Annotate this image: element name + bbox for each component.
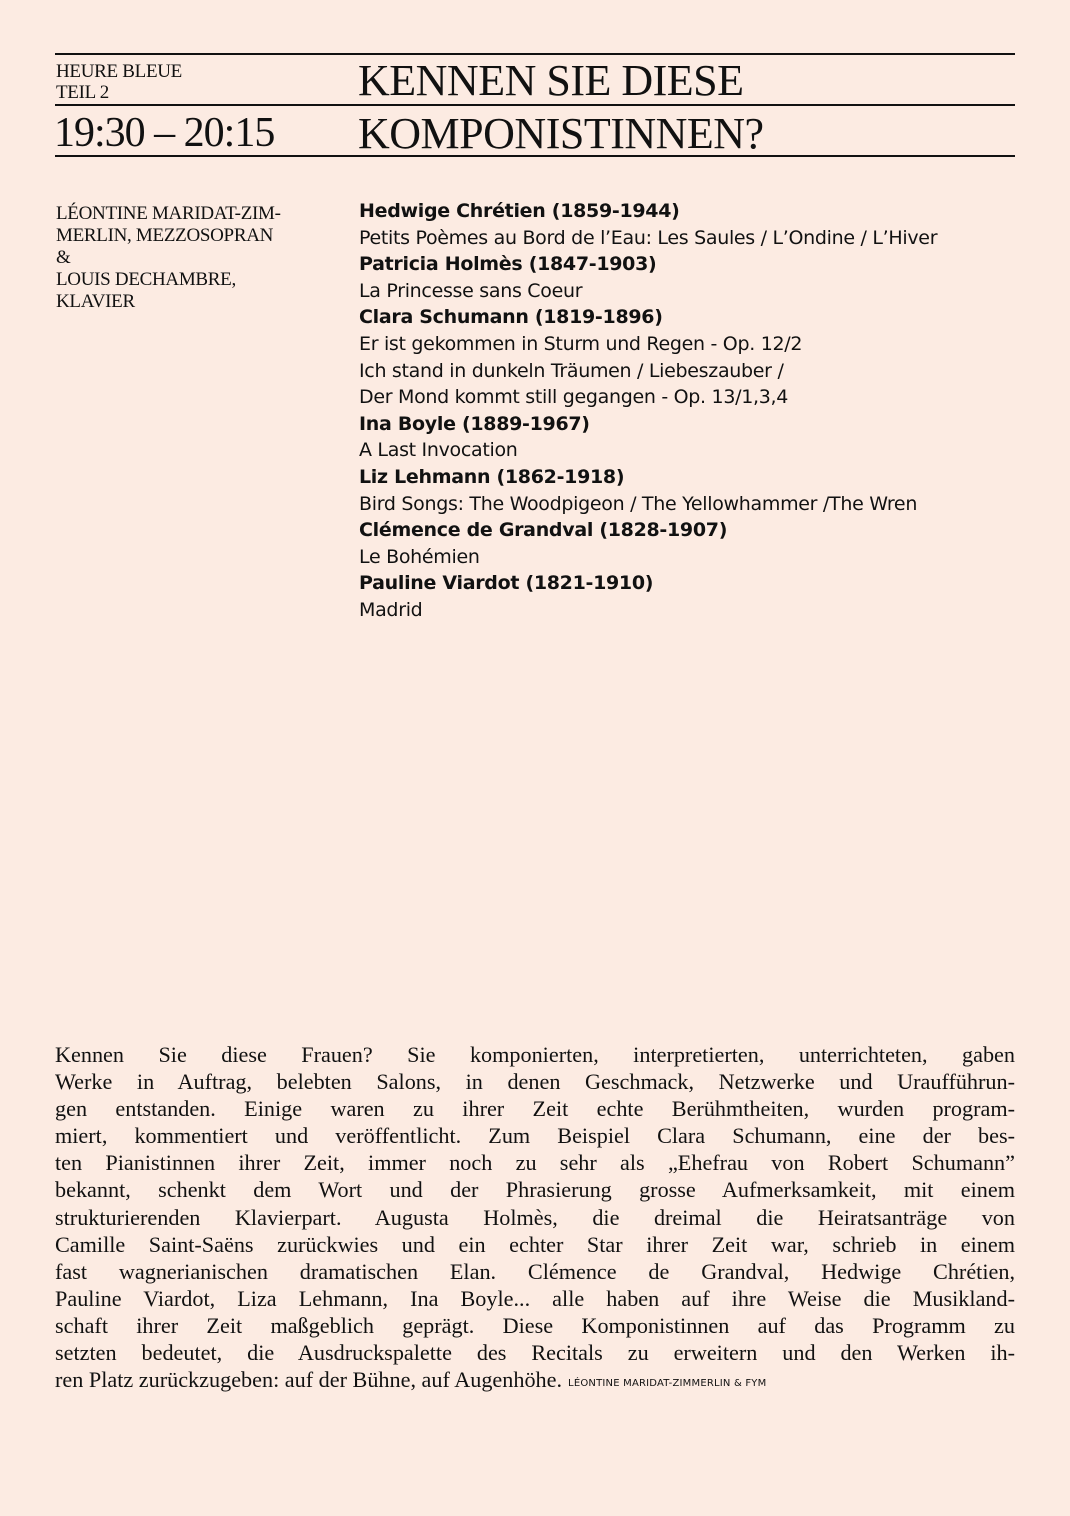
series-name: HEURE BLEUE bbox=[56, 61, 182, 82]
essay-credit: LÉONTINE MARIDAT-ZIMMERLIN & FYM bbox=[568, 1378, 767, 1390]
program-list bbox=[359, 198, 1019, 624]
series-label bbox=[56, 61, 182, 103]
performer-line: LÉONTINE MARIDAT-ZIM- bbox=[56, 203, 281, 224]
series-part: TEIL 2 bbox=[56, 82, 109, 103]
work-title: Ich stand in dunkeln Träumen / Liebeszauber / bbox=[359, 359, 784, 382]
composer-name: Pauline Viardot (1821-1910) bbox=[359, 572, 654, 595]
performers bbox=[56, 203, 341, 313]
work-title: La Princesse sans Coeur bbox=[359, 279, 583, 302]
essay-line: Camille Saint-Saëns zurückwies und ein echter Star ihrer Zeit war, schrieb in einem bbox=[55, 1231, 1015, 1257]
performer-line: & bbox=[56, 247, 71, 268]
work-title: Bird Songs: The Woodpigeon / The Yellowhammer /The Wren bbox=[359, 492, 918, 515]
essay-line: Pauline Viardot, Liza Lehmann, Ina Boyle... alle haben auf ihre Weise die Musikland- bbox=[55, 1285, 1015, 1311]
composer-name: Clémence de Grandval (1828-1907) bbox=[359, 519, 728, 542]
essay-line: ten Pianistinnen ihrer Zeit, immer noch zu sehr als „Ehefrau von Robert Schumann” bbox=[55, 1150, 1015, 1176]
essay-line: fast wagnerianischen dramatischen Elan. Clémence de Grandval, Hedwige Chrétien, bbox=[55, 1258, 1015, 1284]
performer-line: MERLIN, MEZZOSOPRAN bbox=[56, 225, 274, 246]
work-title: Le Bohémien bbox=[359, 545, 480, 568]
essay-line: miert, kommentiert und veröffentlicht. Zum Beispiel Clara Schumann, eine der bes- bbox=[55, 1123, 1015, 1149]
work-title: Madrid bbox=[359, 598, 423, 621]
performer-line: LOUIS DECHAMBRE, bbox=[56, 269, 236, 290]
essay-text bbox=[55, 1041, 1015, 1397]
essay-line: gen entstanden. Einige waren zu ihrer Zeit echte Berühmtheiten, wurden program- bbox=[55, 1096, 1015, 1122]
work-title: Er ist gekommen in Sturm und Regen - Op. 12/2 bbox=[359, 332, 803, 355]
work-title: Petits Poèmes au Bord de l’Eau: Les Saules / L’Ondine / L’Hiver bbox=[359, 226, 938, 249]
essay-line: strukturierenden Klavierpart. Augusta Holmès, die dreimal die Heiratsanträge von bbox=[55, 1204, 1015, 1230]
event-time: 19:30 – 20:15 bbox=[54, 110, 275, 156]
essay-line-text: ren Platz zurückzugeben: auf der Bühne, auf Augenhöhe. bbox=[55, 1367, 563, 1393]
composer-name: Hedwige Chrétien (1859-1944) bbox=[359, 200, 680, 222]
essay-line: setzten bedeutet, die Ausdruckspalette des Recitals zu erweitern und den Werken ih- bbox=[55, 1340, 1015, 1366]
work-title: A Last Invocation bbox=[359, 439, 518, 462]
composer-name: Patricia Holmès (1847-1903) bbox=[359, 253, 657, 276]
composer-name: Ina Boyle (1889-1967) bbox=[359, 412, 590, 435]
essay-last-line bbox=[55, 1366, 1015, 1397]
work-title: Der Mond kommt still gegangen - Op. 13/1,3,4 bbox=[359, 386, 789, 409]
essay-line: Kennen Sie diese Frauen? Sie komponierten, interpretierten, unterrichteten, gaben bbox=[55, 1042, 1015, 1067]
header-top-rule bbox=[55, 53, 1015, 55]
composer-name: Liz Lehmann (1862-1918) bbox=[359, 465, 625, 488]
page-title-line-1: KENNEN SIE DIESE bbox=[358, 56, 744, 105]
essay-line: Werke in Auftrag, belebten Salons, in denen Geschmack, Netzwerke und Uraufführun- bbox=[55, 1069, 1015, 1095]
performer-line: KLAVIER bbox=[56, 291, 135, 312]
composer-name: Clara Schumann (1819-1896) bbox=[359, 306, 663, 329]
essay-line: bekannt, schenkt dem Wort und der Phrasierung grosse Aufmerksamkeit, mit einem bbox=[55, 1177, 1015, 1203]
essay-line: schaft ihrer Zeit maßgeblich geprägt. Diese Komponistinnen auf das Programm zu bbox=[55, 1312, 1015, 1338]
page-title-line-2: KOMPONISTINNEN? bbox=[358, 109, 764, 158]
